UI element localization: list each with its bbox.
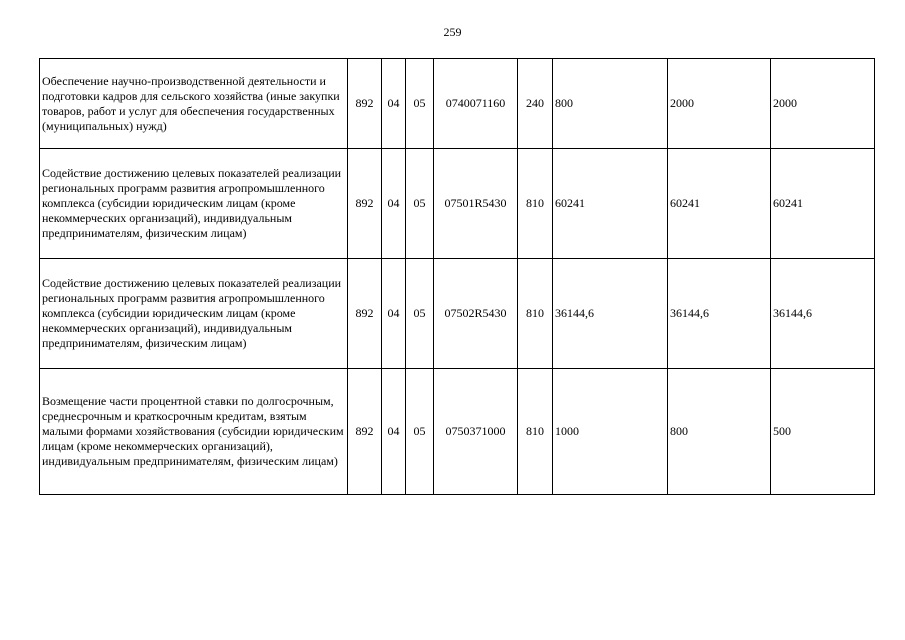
table-row [40,259,875,369]
target-article-code: 07501R5430 [434,149,518,259]
section-code: 04 [382,259,406,369]
row-description: Возмещение части процентной ставки по долгосрочным, среднесрочным и краткосрочным кредитам, взятым малыми формами хозяйствования (субсидии юридическим лицам (кроме некоммерческих организаций), индивидуальным предпринимателям, физическим лицам) [40,369,348,495]
section-code: 04 [382,369,406,495]
amount-year-1: 36144,6 [553,259,668,369]
page-number: 259 [443,25,462,39]
amount-year-2: 800 [668,369,771,495]
ministry-code: 892 [348,149,382,259]
section-code: 04 [382,149,406,259]
table-row [40,149,875,259]
expense-type-code: 810 [518,259,553,369]
row-description: Содействие достижению целевых показателей реализации региональных программ развития агропромышленного комплекса (субсидии юридическим лицам (кроме некоммерческих организаций), индивидуальным предпринимателям, физическим лицам) [40,259,348,369]
expense-type-code: 240 [518,59,553,149]
expense-type-code: 810 [518,369,553,495]
ministry-code: 892 [348,259,382,369]
subsection-code: 05 [406,259,434,369]
table-row [40,369,875,495]
target-article-code: 0750371000 [434,369,518,495]
target-article-code: 07502R5430 [434,259,518,369]
budget-table [39,58,875,495]
amount-year-1: 1000 [553,369,668,495]
amount-year-3: 36144,6 [771,259,875,369]
subsection-code: 05 [406,59,434,149]
amount-year-2: 60241 [668,149,771,259]
subsection-code: 05 [406,149,434,259]
amount-year-2: 2000 [668,59,771,149]
section-code: 04 [382,59,406,149]
expense-type-code: 810 [518,149,553,259]
amount-year-3: 60241 [771,149,875,259]
ministry-code: 892 [348,59,382,149]
amount-year-3: 500 [771,369,875,495]
amount-year-1: 60241 [553,149,668,259]
table-row [40,59,875,149]
amount-year-3: 2000 [771,59,875,149]
target-article-code: 0740071160 [434,59,518,149]
amount-year-1: 800 [553,59,668,149]
ministry-code: 892 [348,369,382,495]
row-description: Обеспечение научно-производственной деятельности и подготовки кадров для сельского хозяйства (иные закупки товаров, работ и услуг для обеспечения государственных (муниципальных) нужд) [40,59,348,149]
subsection-code: 05 [406,369,434,495]
row-description: Содействие достижению целевых показателей реализации региональных программ развития агропромышленного комплекса (субсидии юридическим лицам (кроме некоммерческих организаций), индивидуальным предпринимателям, физическим лицам) [40,149,348,259]
amount-year-2: 36144,6 [668,259,771,369]
